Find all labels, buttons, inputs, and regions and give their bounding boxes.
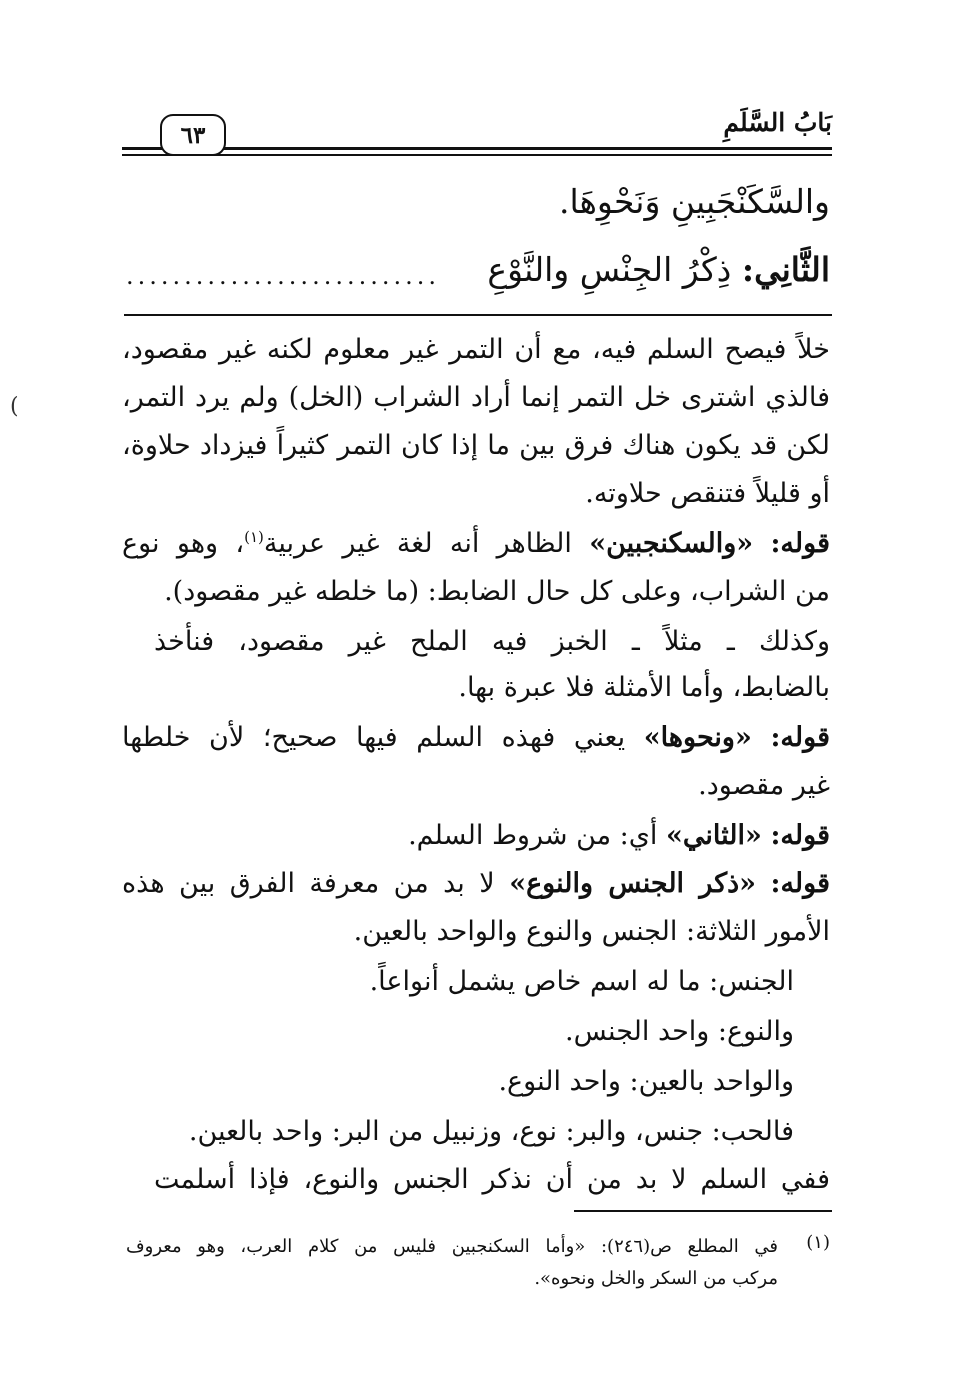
body-line: لكن قد يكون هناك فرق بين ما إذا كان التمر كثيراً فيزداد حلاوة، bbox=[122, 430, 830, 461]
matn-text: ذِكْرُ الجِنْسِ والنَّوْعِ bbox=[487, 250, 732, 289]
body-line: الأمور الثلاثة: الجنس والنوع والواحد بالعين. bbox=[353, 916, 830, 947]
body-line: قوله: «ذكر الجنس والنوع» لا بد من معرفة الفرق بين هذه bbox=[122, 868, 831, 899]
footnote-ref: (١) bbox=[244, 528, 264, 546]
qawluh-label: قوله: bbox=[770, 722, 830, 753]
body-line: قوله: «والسكنجبين» الظاهر أنه لغة غير عربية$^{(١)}$، وهو نوع bbox=[122, 528, 830, 559]
body-line: ففي السلم لا بد من أن نذكر الجنس والنوع، فإذا أسلمت bbox=[154, 1164, 830, 1195]
quoted-term: «ونحوها» bbox=[643, 722, 752, 753]
body-line: والواحد بالعين: واحد النوع. bbox=[498, 1066, 794, 1097]
body-line: قوله: «الثاني» أي: من شروط السلم. bbox=[408, 820, 830, 851]
footnote-number: (١) bbox=[806, 1232, 830, 1253]
body-line: الجنس: ما له اسم خاص يشمل أنواعاً. bbox=[369, 966, 794, 997]
qawluh-label: قوله: bbox=[770, 868, 831, 899]
body-line: والنوع: واحد الجنس. bbox=[565, 1016, 794, 1047]
body-line: فالحب: جنس، والبر: نوع، وزنبيل من البر: واحد بالعين. bbox=[188, 1116, 794, 1147]
body-line: قوله: «ونحوها» يعني فهذه السلم فيها صحيح؛ لأن خلطها bbox=[122, 722, 830, 753]
matn-text: والسَّكَنْجَبِينِ وَنَحْوِهَا. bbox=[558, 182, 830, 221]
matn-line-2 bbox=[487, 250, 830, 289]
body-line: بالضابط، وأما الأمثلة فلا عبرة بها. bbox=[458, 672, 830, 703]
footnote-line-1: في المطلع ص(٢٤٦): «وأما السكنجبين فليس من كلام العرب، وهو معروف bbox=[126, 1236, 779, 1257]
header-rule-bottom bbox=[122, 154, 832, 156]
matn-dots: ........................... bbox=[126, 262, 440, 290]
qawluh-label: قوله: bbox=[770, 820, 830, 851]
footnote-line-2: مركب من السكر والخل ونحوه». bbox=[534, 1268, 778, 1289]
matn-separator bbox=[124, 314, 832, 316]
chapter-title: بَابُ السَّلَمِ bbox=[723, 108, 832, 137]
body-line: خلاً فيصح السلم فيه، مع أن التمر غير معلوم لكنه غير مقصود، bbox=[122, 334, 830, 365]
page-number: ٦٣ bbox=[180, 121, 206, 149]
margin-mark: ( bbox=[10, 394, 19, 419]
quoted-term: «الثاني» bbox=[666, 820, 762, 851]
body-line: وكذلك ـ مثلاً ـ الخبز فيه الملح غير مقصود، فنأخذ bbox=[154, 626, 830, 657]
matn-label: الثَّانِي: bbox=[741, 250, 830, 289]
body-line: من الشراب، وعلى كل حال الضابط: (ما خلطه غير مقصود). bbox=[164, 576, 830, 607]
quoted-term: «ذكر الجنس والنوع» bbox=[509, 868, 756, 899]
header-rule-top bbox=[122, 147, 832, 150]
body-line: فالذي اشترى خل التمر إنما أراد الشراب (الخل) ولم يرد التمر، bbox=[122, 382, 830, 413]
matn-line-1 bbox=[559, 182, 830, 221]
body-line: أو قليلاً فتنقص حلاوته. bbox=[585, 478, 830, 509]
footnote-rule bbox=[574, 1210, 832, 1212]
quoted-term: «والسكنجبين» bbox=[589, 528, 754, 559]
qawluh-label: قوله: bbox=[770, 528, 830, 559]
page-number-badge bbox=[160, 114, 226, 156]
body-line: غير مقصود. bbox=[698, 770, 830, 801]
